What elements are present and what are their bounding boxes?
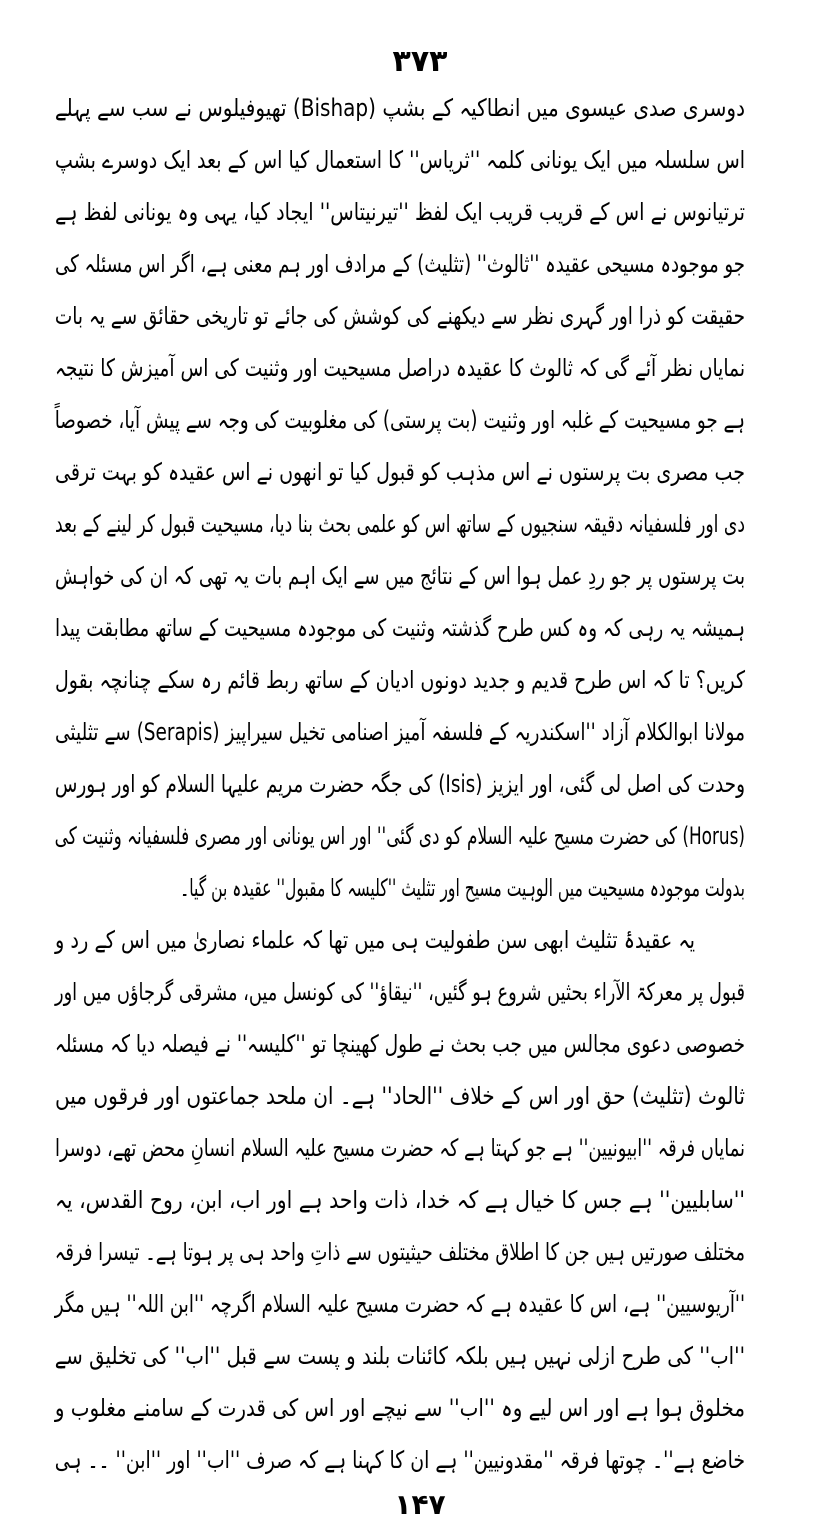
text-line: مختلف صورتیں ہیں جن کا اطلاق مختلف حیثیتوں سے ذاتِ واحد ہی پر ہوتا ہے۔ تیسرا فرقہ xyxy=(54,1238,745,1266)
text-line: (Horus) کی حضرت مسیح علیہ السلام کو دی گئی'' اور اس یونانی اور مصری فلسفیانہ وثنیت کی xyxy=(54,822,745,850)
page-number-header: ۳۷۳ xyxy=(392,44,448,79)
text-line: خاضع ہے''۔ چوتھا فرقہ ''مقدونیین'' ہے ان کا کہنا ہے کہ صرف ''اب'' اور ''ابن'' ۔۔ ہی xyxy=(54,1446,745,1474)
text-line: بت پرستوں پر جو ردِ عمل ہوا اس کے نتائج میں سے ایک اہم بات یہ تھی کہ ان کی خواہش xyxy=(55,562,745,590)
page-number-footer: ۱۴۷ xyxy=(394,1488,446,1521)
text-line: دوسری صدی عیسوی میں انطاکیہ کے بشپ (Bishap) تھیوفیلوس نے سب سے پہلے xyxy=(54,94,745,122)
text-line: خصوصی دعوی مجالس میں جب بحث نے طول کھینچا تو ''کلیسہ'' نے فیصلہ دیا کہ مسئلہ xyxy=(54,1030,745,1058)
text-line: کریں؟ تا کہ اس طرح قدیم و جدید دونوں ادیان کے ساتھ ربط قائم رہ سکے چنانچہ بقول xyxy=(55,666,745,694)
text-line: جب مصری بت پرستوں نے اس مذہب کو قبول کیا تو انھوں نے اس عقیدہ کو بہت ترقی xyxy=(55,458,745,486)
text-line: مولانا ابوالکلام آزاد ''اسکندریہ کے فلسفہ آمیز اصنامی تخیل سیراپیز (Serapis) سے تثلیثی xyxy=(55,718,745,746)
text-line: نمایاں فرقہ ''ابیونیین'' ہے جو کہتا ہے کہ حضرت مسیح علیہ السلام انسانِ محض تھے، دوسرا xyxy=(55,1134,745,1162)
text-line: ''اب'' کی طرح ازلی نہیں ہیں بلکہ کائنات بلند و پست سے قبل ''اب'' کی تخلیق سے xyxy=(54,1342,745,1370)
text-line: دی اور فلسفیانہ دقیقہ سنجیوں کے ساتھ اس کو علمی بحث بنا دیا، مسیحیت قبول کر لینے کے بعد xyxy=(55,510,746,538)
text-line: بدولت موجودہ مسیحیت میں الوہیت مسیح اور تثلیث ''کلیسہ کا مقبول'' عقیدہ بن گیا۔ xyxy=(180,874,745,902)
text-line: قبول پر معرکۃ الآراء بحثیں شروع ہو گئیں، ''نیقاؤ'' کی کونسل میں، مشرقی گرجاؤں میں اور xyxy=(55,978,745,1006)
text-line: ''سابلیین'' ہے جس کا خیال ہے کہ خدا، ذات واحد ہے اور اب، ابن، روح القدس، یہ xyxy=(55,1186,745,1214)
text-line: ہے جو مسیحیت کے غلبہ اور وثنیت (بت پرستی) کی مغلوبیت کی وجہ سے پیش آیا، خصوصاً xyxy=(54,406,745,434)
text-line: یہ عقیدۂ تثلیث ابھی سن طفولیت ہی میں تھا کہ علماء نصاریٰ میں اس کے رد و xyxy=(55,926,695,954)
text-line: مخلوق ہوا ہے اور اس لیے وہ ''اب'' سے نیچے اور اس کی قدرت کے سامنے مغلوب و xyxy=(54,1394,746,1422)
text-line: ''آریوسیین'' ہے، اس کا عقیدہ ہے کہ حضرت مسیح علیہ السلام اگرچہ ''ابن اللہ'' ہیں مگر xyxy=(54,1290,745,1318)
text-line: ثالوث (تثلیث) حق اور اس کے خلاف ''الحاد'' ہے۔ ان ملحد جماعتوں اور فرقوں میں xyxy=(55,1082,745,1110)
text-line: ہمیشہ یہ رہی کہ وہ کس طرح گذشتہ وثنیت کی موجودہ مسیحیت کے ساتھ مطابقت پیدا xyxy=(55,614,745,642)
text-line: جو موجودہ مسیحی عقیدہ ''ثالوث'' (تثلیث) کے مرادف اور ہم معنی ہے، اگر اس مسئلہ کی xyxy=(55,250,745,278)
text-line: نمایاں نظر آئے گی کہ ثالوث کا عقیدہ دراصل مسیحیت اور وثنیت کی اس آمیزش کا نتیجہ xyxy=(55,354,745,382)
text-line: ترتیانوس نے اس کے قریب قریب ایک لفظ ''تیرنیتاس'' ایجاد کیا، یہی وہ یونانی لفظ ہے xyxy=(55,198,745,226)
text-line: اس سلسلہ میں ایک یونانی کلمہ ''ثریاس'' کا استعمال کیا اس کے بعد ایک دوسرے بشپ xyxy=(54,146,746,174)
text-line: حقیقت کو ذرا اور گہری نظر سے دیکھنے کی کوشش کی جائے تو تاریخی حقائق سے یہ بات xyxy=(54,302,745,330)
text-line: وحدت کی اصل لی گئی، اور ایزیز (Isis) کی جگہ حضرت مریم علیہا السلام کو اور ہورس xyxy=(54,770,745,798)
